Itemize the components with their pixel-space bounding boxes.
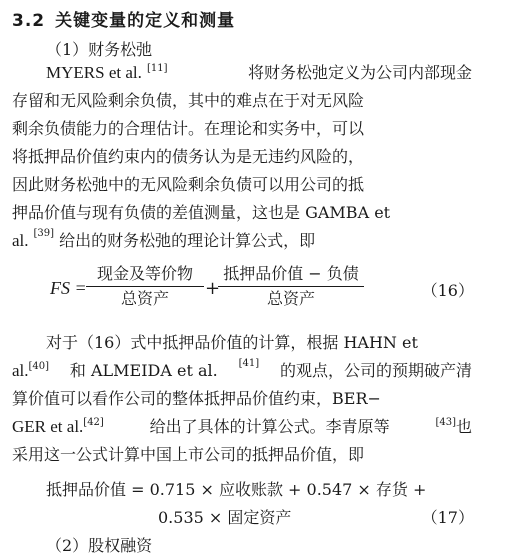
text-run: 的观点，公司的预期破产清: [279, 361, 472, 380]
section-heading: [12, 6, 235, 31]
next-subsection-heading-cut: （2）股权融资: [46, 536, 153, 555]
para2-line-3: [12, 386, 472, 412]
para1-line-2: [12, 88, 472, 114]
equation-17-line-1: 抵押品价值 = 0.715 × 应收账款 + 0.547 × 存货 +: [46, 480, 427, 499]
text-run: 算价值可以看作公司的整体抵押品价值约束，BER−: [12, 389, 381, 408]
text-run: 因此财务松弛中的无风险剩余负债可以用公司的抵: [12, 175, 365, 194]
eq16-fraction-2: [218, 262, 364, 311]
author-ref: GER et al.: [12, 417, 84, 436]
equation-16: [0, 260, 518, 316]
citation: [11]: [146, 63, 168, 74]
section-title: 关键变量的定义和测量: [55, 11, 236, 31]
citation: [39]: [33, 228, 55, 239]
citation: [40]: [28, 361, 50, 372]
para1-line-5: [12, 172, 472, 198]
para2-line-4: [12, 414, 472, 440]
text-run: 将财务松弛定义为公司内部现金: [247, 63, 472, 82]
citation: [42]: [83, 417, 104, 428]
para1-line-4: [12, 144, 472, 170]
author-ref: al.: [12, 361, 29, 380]
eq16-plus: +: [205, 278, 221, 299]
eq17-number: （17）: [421, 508, 474, 527]
text-run: 将抵押品价值约束内的债务认为是无违约风险的，: [12, 147, 365, 166]
text-run: 押品价值与现有负债的差值测量，这也是 GAMBA et: [12, 203, 391, 222]
author-ref: al.: [12, 231, 29, 250]
section-number: 3.2: [12, 11, 46, 31]
para2-line-2: [12, 358, 472, 384]
para1-line-6: [12, 200, 472, 226]
eq16-fraction-1: [86, 262, 204, 311]
text-run: 给出了具体的计算公式。李青原等: [149, 417, 390, 436]
text-run: 采用这一公式计算中国上市公司的抵押品价值，即: [12, 445, 365, 464]
eq16-number: （16）: [421, 281, 474, 300]
para1-line-3: [12, 116, 472, 142]
text-run: 剩余负债能力的合理估计。在理论和实务中，可以: [12, 119, 365, 138]
eq16-frac1-numerator: 现金及等价物: [86, 262, 204, 287]
eq16-frac2-denominator: 总资产: [266, 289, 315, 308]
author-ref: MYERS et al.: [46, 63, 142, 82]
text-run: 也: [455, 417, 472, 436]
para2-line-5: [12, 442, 472, 468]
eq16-lhs: FS =: [50, 278, 87, 298]
author-ref: 和 ALMEIDA et al.: [69, 361, 218, 380]
citation: [41]: [238, 358, 260, 369]
eq16-frac1-denominator: 总资产: [120, 289, 169, 308]
citation: [43]: [435, 417, 456, 428]
equation-17-line-2: 0.535 × 固定资产: [158, 508, 292, 527]
subsection-heading: （1）财务松弛: [46, 40, 153, 59]
para1-line-7: [12, 228, 472, 254]
text-run: 对于（16）式中抵押品价值的计算，根据 HAHN et: [46, 333, 418, 352]
text-run: 存留和无风险剩余负债，其中的难点在于对无风险: [12, 91, 365, 110]
text-run: 给出的财务松弛的理论计算公式，即: [59, 231, 316, 250]
para1-line-1: [46, 60, 472, 86]
eq16-frac2-numerator: 抵押品价值 − 负债: [218, 262, 364, 287]
